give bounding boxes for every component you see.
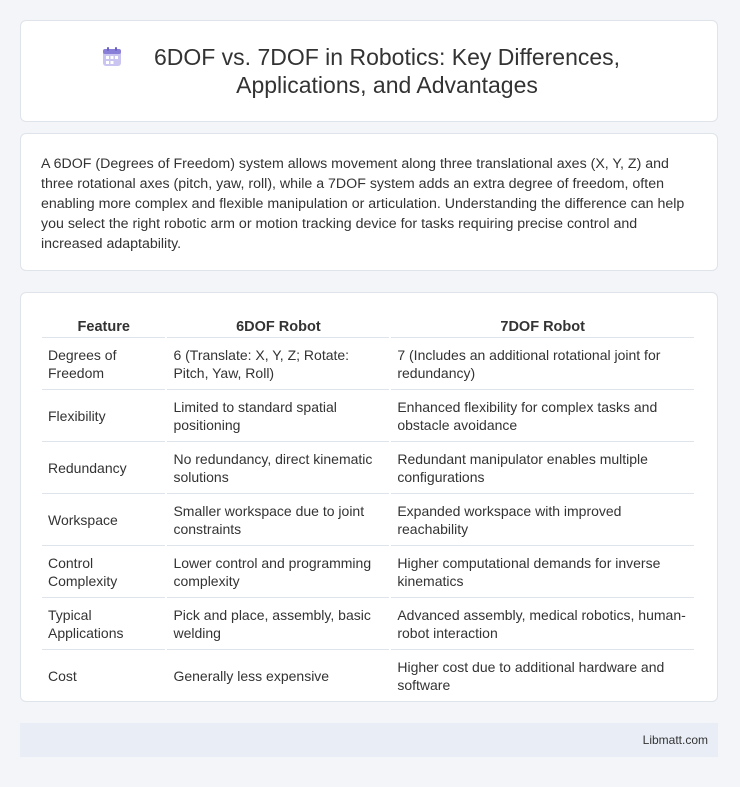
row-feature-cell: Degrees of Freedom bbox=[42, 340, 165, 390]
row-6dof-cell: 6 (Translate: X, Y, Z; Rotate: Pitch, Yaw, Roll) bbox=[167, 340, 389, 390]
table-row bbox=[42, 548, 694, 598]
comparison-card bbox=[20, 292, 718, 702]
intro-paragraph: A 6DOF (Degrees of Freedom) system allows movement along three translational axes (X, Y, Z) and three rotational axes (pitch, yaw, roll), while a 7DOF system adds an extra degree of freedom, often enabling more complex and flexible manipulation or articulation. Understanding the difference can help you select the right robotic arm or motion tracking device for tasks requiring precise control and increased adaptability. bbox=[41, 156, 685, 252]
row-feature-cell: Control Complexity bbox=[42, 548, 165, 598]
row-7dof-cell: Expanded workspace with improved reachability bbox=[391, 496, 694, 546]
header-7dof: 7DOF Robot bbox=[391, 315, 694, 338]
footer-site-link[interactable]: Libmatt.com bbox=[642, 733, 708, 747]
row-6dof-cell: Generally less expensive bbox=[167, 652, 389, 702]
comparison-table bbox=[40, 313, 696, 704]
row-6dof-cell: Pick and place, assembly, basic welding bbox=[167, 600, 389, 650]
row-7dof-cell: Higher cost due to additional hardware and software bbox=[391, 652, 694, 702]
title-card bbox=[20, 20, 718, 122]
row-7dof-cell: Advanced assembly, medical robotics, human-robot interaction bbox=[391, 600, 694, 650]
row-feature-cell: Flexibility bbox=[42, 392, 165, 442]
table-row bbox=[42, 600, 694, 650]
table-row bbox=[42, 340, 694, 390]
table-row bbox=[42, 444, 694, 494]
table-row bbox=[42, 496, 694, 546]
footer bbox=[20, 723, 718, 757]
row-7dof-cell: Redundant manipulator enables multiple configurations bbox=[391, 444, 694, 494]
row-feature-cell: Typical Applications bbox=[42, 600, 165, 650]
row-6dof-cell: Limited to standard spatial positioning bbox=[167, 392, 389, 442]
row-6dof-cell: No redundancy, direct kinematic solutions bbox=[167, 444, 389, 494]
row-6dof-cell: Smaller workspace due to joint constraints bbox=[167, 496, 389, 546]
row-7dof-cell: Higher computational demands for inverse kinematics bbox=[391, 548, 694, 598]
intro-card bbox=[20, 133, 718, 271]
row-7dof-cell: Enhanced flexibility for complex tasks and obstacle avoidance bbox=[391, 392, 694, 442]
row-7dof-cell: 7 (Includes an additional rotational joint for redundancy) bbox=[391, 340, 694, 390]
table-header-row bbox=[42, 315, 694, 338]
title-wrap bbox=[101, 43, 637, 99]
page-title: 6DOF vs. 7DOF in Robotics: Key Differences, Applications, and Advantages bbox=[153, 44, 621, 98]
row-feature-cell: Workspace bbox=[42, 496, 165, 546]
calendar-icon bbox=[101, 46, 123, 68]
header-6dof: 6DOF Robot bbox=[167, 315, 389, 338]
header-feature: Feature bbox=[42, 315, 165, 338]
row-feature-cell: Redundancy bbox=[42, 444, 165, 494]
row-feature-cell: Cost bbox=[42, 652, 165, 702]
table-row bbox=[42, 392, 694, 442]
table-row bbox=[42, 652, 694, 702]
row-6dof-cell: Lower control and programming complexity bbox=[167, 548, 389, 598]
